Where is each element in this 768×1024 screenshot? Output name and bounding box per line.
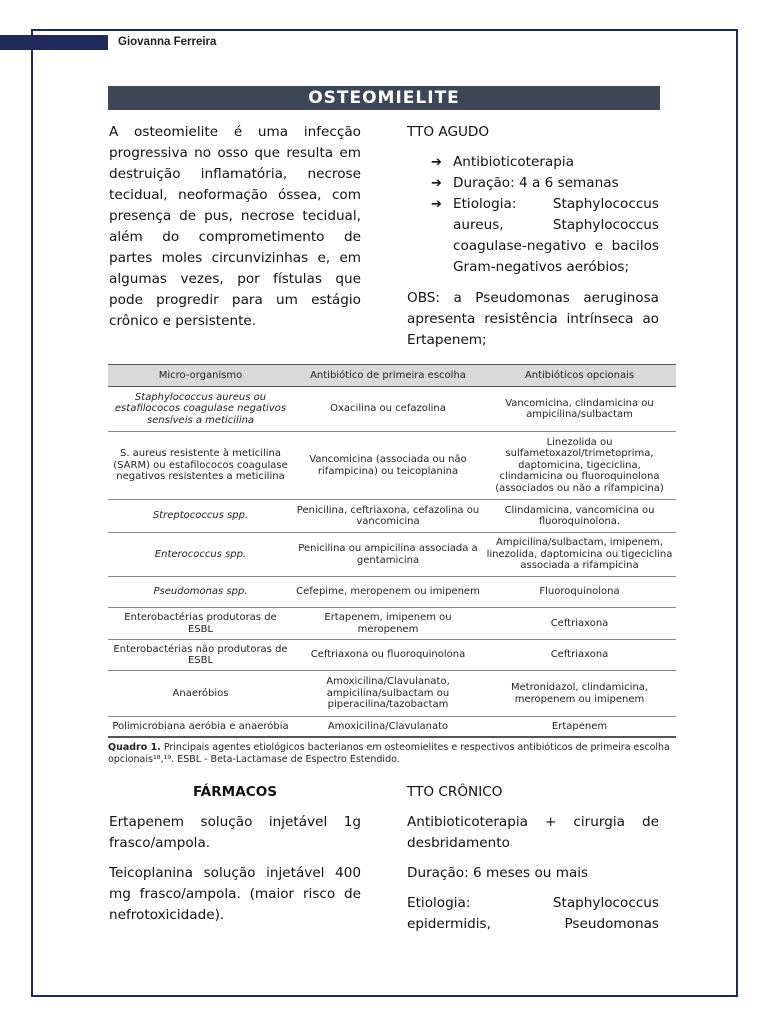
table-cell: Linezolida ou sulfametoxazol/trimetoprima, daptomicina, tigeciclina, clindamicina ou fluoroquinolona (associados ou não a rifampicina) — [483, 432, 676, 500]
table-cell: Oxacilina ou cefazolina — [293, 387, 483, 432]
caption-label: Quadro 1. — [108, 742, 161, 753]
table-cell: Metronidazol, clindamicina, meropenem ou imipenem — [483, 671, 676, 717]
page-title: OSTEOMIELITE — [308, 88, 460, 108]
antibiotic-table — [108, 364, 676, 738]
table-cell: Amoxicilina/Clavulanato, ampicilina/sulbactam ou piperacilina/tazobactam — [293, 671, 483, 717]
tto-agudo-heading: TTO AGUDO — [407, 124, 490, 140]
obs-note: OBS: a Pseudomonas aeruginosa apresenta resistência intrínseca ao Ertapenem; — [407, 290, 659, 348]
tto-cronico-item: Antibioticoterapia + cirurgia de desbridamento — [407, 814, 659, 851]
tto-cronico-item: Etiologia: Staphylococcus epidermidis, Pseudomonas — [407, 895, 659, 932]
table-header-row — [108, 365, 676, 387]
table-row — [108, 500, 676, 533]
table-cell: Enterobactérias produtoras de ESBL — [108, 608, 293, 640]
table-cell: Streptococcus spp. — [108, 500, 293, 533]
table-row — [108, 387, 676, 432]
table-row — [108, 671, 676, 717]
table-cell: Clindamicina, vancomicina ou fluoroquinolona. — [483, 500, 676, 533]
table-cell: Pseudomonas spp. — [108, 577, 293, 608]
col-header-primeira-escolha: Antibiótico de primeira escolha — [293, 365, 483, 387]
farmaco-item: Ertapenem solução injetável 1g frasco/ampola. — [109, 814, 361, 851]
table-row — [108, 640, 676, 671]
farmacos-heading: FÁRMACOS — [192, 784, 278, 800]
table-cell: Penicilina, ceftriaxona, cefazolina ou vancomicina — [293, 500, 483, 533]
table-cell: Anaeróbios — [108, 671, 293, 717]
arrow-right-icon: ➔ — [431, 176, 442, 191]
table-caption — [108, 742, 698, 766]
table-cell: Ceftriaxona — [483, 640, 676, 671]
table-cell: Ertapenem — [483, 717, 676, 737]
tto-cronico-item: Duração: 6 meses ou mais — [407, 865, 589, 881]
table-cell: Cefepime, meropenem ou imipenem — [293, 577, 483, 608]
tto-agudo-section — [407, 122, 659, 351]
caption-line-1: Principais agentes etiológicos bacterianos em osteomielites e respectivos antibióticos de primeira escolha — [163, 742, 670, 753]
table-row — [108, 577, 676, 608]
caption-line-2: opcionais¹⁸,¹⁹. ESBL - Beta-Lactamase de Espectro Estendido. — [108, 754, 400, 765]
col-header-opcionais: Antibióticos opcionais — [483, 365, 676, 387]
table-cell: S. aureus resistente à meticilina (SARM) ou estafilococos coagulase negativos resistentes a meticilina — [108, 432, 293, 500]
table-row — [108, 533, 676, 577]
list-item: ➔ Duração: 4 a 6 semanas — [407, 173, 659, 194]
arrow-right-icon: ➔ — [431, 155, 442, 170]
tto-agudo-list — [407, 152, 659, 278]
title-banner — [108, 86, 660, 110]
table-cell: Enterococcus spp. — [108, 533, 293, 577]
intro-paragraph: A osteomielite é uma infecção progressiva no osso que resulta em destruição inflamatória, necrose tecidual, neoformação óssea, com presença de pus, necrose tecidual, além do comprometimento de partes moles circunvizinhas e, em algumas vezes, por fístulas que pode progredir para um estágio crônico e persistente. — [109, 124, 361, 329]
table-row — [108, 432, 676, 500]
table-row — [108, 717, 676, 737]
tto-cronico-heading: TTO CRÔNICO — [407, 784, 503, 800]
table-cell: Ampicilina/sulbactam, imipenem, linezolida, daptomicina ou tigeciclina associada a rifampicina — [483, 533, 676, 577]
arrow-right-icon: ➔ — [431, 197, 442, 212]
table-row — [108, 608, 676, 640]
table-cell: Ertapenem, imipenem ou meropenem — [293, 608, 483, 640]
author-name: Giovanna Ferreira — [118, 36, 217, 48]
table-cell: Penicilina ou ampicilina associada a gentamicina — [293, 533, 483, 577]
table-cell: Vancomicina, clindamicina ou ampicilina/sulbactam — [483, 387, 676, 432]
header-accent-bar — [0, 35, 108, 50]
table-cell: Ceftriaxona ou fluoroquinolona — [293, 640, 483, 671]
table-cell: Enterobactérias não produtoras de ESBL — [108, 640, 293, 671]
table-cell: Vancomicina (associada ou não rifampicina) ou teicoplanina — [293, 432, 483, 500]
tto-cronico-section — [407, 783, 659, 944]
list-item: ➔ Antibioticoterapia — [407, 152, 659, 173]
list-item: ➔ Etiologia: Staphylococcus aureus, Staphylococcus coagulase-negativo e bacilos Gram-negativos aeróbios; — [431, 196, 659, 275]
table-cell: Fluoroquinolona — [483, 577, 676, 608]
table-cell: Polimicrobiana aeróbia e anaeróbia — [108, 717, 293, 737]
farmaco-item: Teicoplanina solução injetável 400 mg frasco/ampola. (maior risco de nefrotoxicidade). — [109, 865, 361, 923]
farmacos-section — [109, 783, 361, 935]
table-cell: Amoxicilina/Clavulanato — [293, 717, 483, 737]
table-cell: Staphylococcus aureus ou estafilococos coagulase negativos sensíveis a meticilina — [108, 387, 293, 432]
col-header-micro-organismo: Micro-organismo — [108, 365, 293, 387]
table-cell: Ceftriaxona — [483, 608, 676, 640]
